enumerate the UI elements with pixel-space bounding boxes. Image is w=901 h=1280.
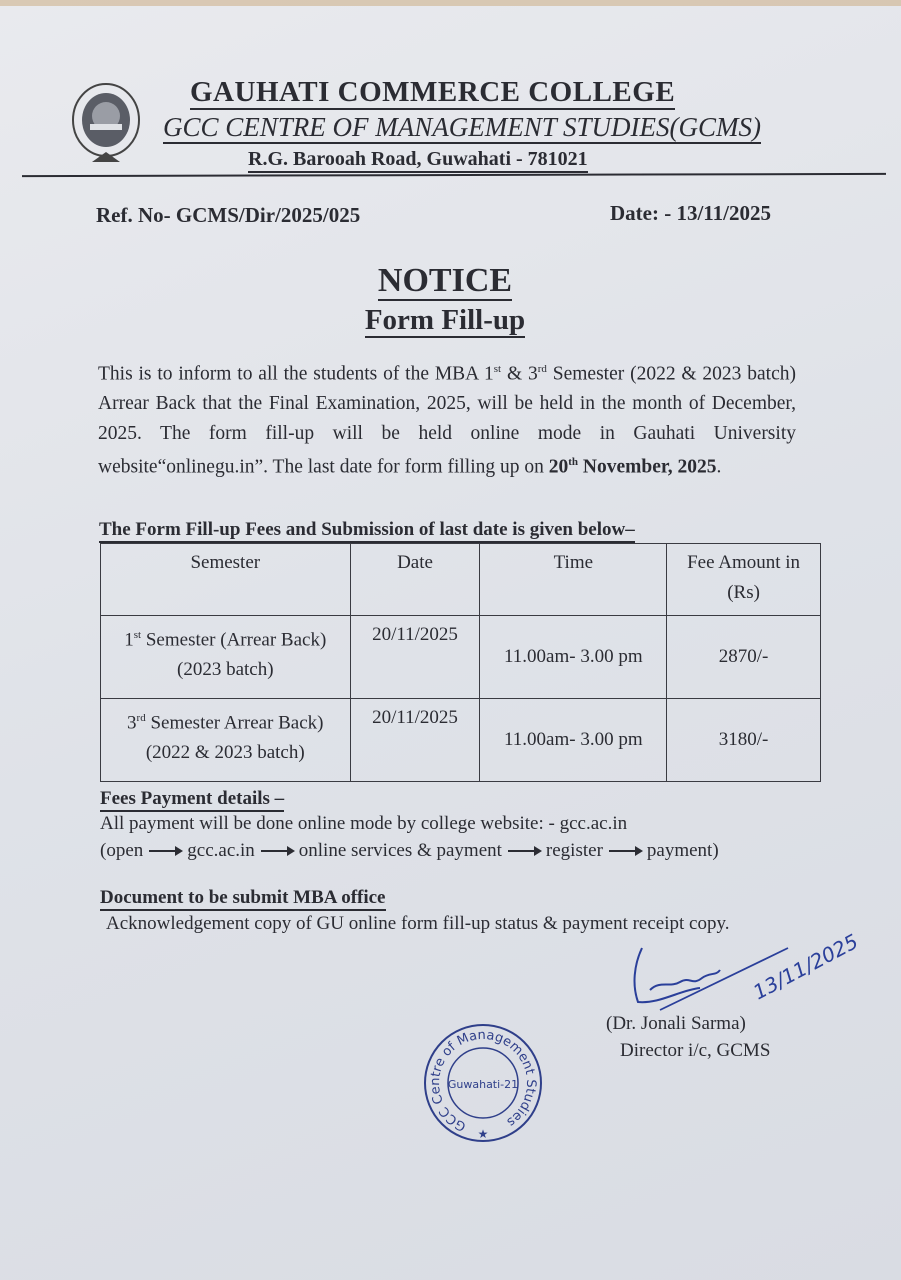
- date-cell: 20/11/2025: [350, 616, 480, 699]
- table-header-row: [101, 544, 821, 616]
- svg-text:★: ★: [477, 1127, 489, 1141]
- notice-date: Date: - 13/11/2025: [610, 201, 771, 225]
- payment-steps: [100, 840, 719, 862]
- column-header: Semester: [101, 544, 351, 616]
- arrow-right-icon: [508, 850, 540, 852]
- step: payment): [646, 840, 719, 861]
- time-cell: 11.00am- 3.00 pm: [480, 616, 667, 699]
- svg-text:GCC Centre of Management Studi: GCC Centre of Management Studies: [427, 1027, 539, 1134]
- table-row: [101, 699, 821, 782]
- column-header: Fee Amount in (Rs): [667, 544, 821, 616]
- column-header: Time: [480, 544, 667, 616]
- documents-line: Acknowledgement copy of GU online form fill-up status & payment receipt copy.: [106, 913, 730, 934]
- step: (open: [100, 840, 144, 861]
- fees-line: All payment will be done online mode by college website: - gcc.ac.in: [100, 813, 628, 834]
- centre-name: GCC CENTRE OF MANAGEMENT STUDIES(GCMS): [163, 112, 761, 142]
- arrow-right-icon: [149, 850, 181, 852]
- notice-title-text: NOTICE: [377, 262, 513, 299]
- fees-heading: Fees Payment details –: [100, 788, 284, 812]
- date-cell: 20/11/2025: [350, 699, 480, 782]
- svg-text:Guwahati-21: Guwahati-21: [447, 1078, 519, 1091]
- photo-edge: [0, 0, 901, 6]
- table-heading: The Form Fill-up Fees and Submission of last date is given below–: [99, 519, 635, 543]
- fee-cell: 3180/-: [667, 699, 821, 782]
- signatory-name: (Dr. Jonali Sarma): [606, 1013, 746, 1034]
- table-row: [101, 616, 821, 699]
- notice-subtitle-text: Form Fill-up: [364, 304, 526, 336]
- time-cell: 11.00am- 3.00 pm: [480, 699, 667, 782]
- college-name: GAUHATI COMMERCE COLLEGE: [190, 76, 676, 108]
- header-divider: [22, 173, 886, 177]
- notice-body: This is to inform to all the students of the MBA 1st & 3rd Semester (2022 & 2023 batch) Arrear Back that the Final Examination, 2025, will be held in the month of December, 2025. The form fill-up will be held online mode in Gauhati University website“onlinegu.in”. The last date for form filling up on 20th November, 2025.: [98, 363, 796, 478]
- arrow-right-icon: [261, 850, 293, 852]
- step: gcc.ac.in: [187, 840, 255, 861]
- signature: [620, 929, 863, 1020]
- step: register: [545, 840, 603, 861]
- notice-subtitle: [0, 304, 890, 337]
- semester-cell: 1st Semester (Arrear Back) (2023 batch): [101, 616, 351, 699]
- reference-number: Ref. No- GCMS/Dir/2025/025: [96, 203, 361, 227]
- arrow-right-icon: [609, 850, 641, 852]
- address: R.G. Barooah Road, Guwahati - 781021: [248, 147, 588, 173]
- column-header: Date: [350, 544, 480, 616]
- college-logo: [70, 80, 142, 172]
- official-stamp: [420, 1022, 546, 1144]
- documents-heading: Document to be submit MBA office: [100, 887, 386, 911]
- fee-cell: 2870/-: [667, 616, 821, 699]
- signatory-title: Director i/c, GCMS: [620, 1040, 771, 1061]
- semester-cell: 3rd Semester Arrear Back) (2022 & 2023 batch): [101, 699, 351, 782]
- step: online services & payment: [298, 840, 502, 861]
- notice-title: [0, 262, 890, 300]
- signature-date: 13/11/2025: [749, 929, 863, 1005]
- fees-table: [100, 543, 821, 782]
